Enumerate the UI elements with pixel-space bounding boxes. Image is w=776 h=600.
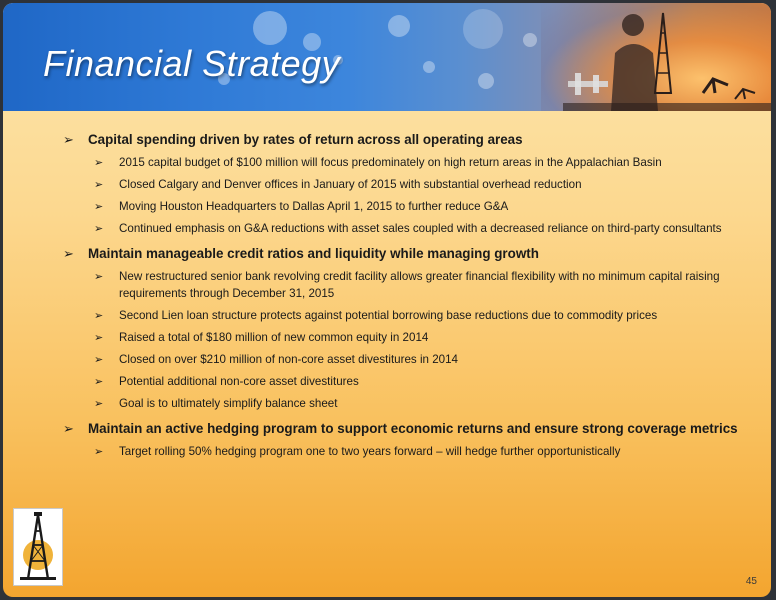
arrow-bullet-icon: ➢ — [94, 201, 104, 213]
header-banner — [3, 3, 771, 111]
list-item: ➢ Potential additional non-core asset divestitures — [94, 373, 753, 390]
arrow-bullet-icon: ➢ — [94, 446, 104, 458]
derrick-logo-icon — [14, 509, 62, 585]
bullet-content — [63, 125, 753, 460]
arrow-bullet-icon: ➢ — [63, 132, 74, 147]
slide — [3, 3, 771, 597]
arrow-bullet-icon: ➢ — [94, 398, 104, 410]
page-title: Financial Strategy — [43, 43, 341, 84]
arrow-bullet-icon: ➢ — [94, 223, 104, 235]
arrow-bullet-icon: ➢ — [94, 157, 104, 169]
list-item: ➢ Closed on over $210 million of non-core asset divestitures in 2014 — [94, 351, 753, 368]
section-heading: ➢ Maintain an active hedging program to support economic returns and ensure strong coverage metrics — [63, 421, 738, 436]
oilfield-silhouette — [563, 3, 771, 111]
arrow-bullet-icon: ➢ — [94, 310, 104, 322]
list-item: ➢ Continued emphasis on G&A reductions with asset sales coupled with a decreased reliance on third-party consultants — [94, 220, 753, 237]
arrow-bullet-icon: ➢ — [94, 179, 104, 191]
arrow-bullet-icon: ➢ — [94, 332, 104, 344]
list-item: ➢ Moving Houston Headquarters to Dallas April 1, 2015 to further reduce G&A — [94, 198, 753, 215]
section-heading: ➢ Capital spending driven by rates of return across all operating areas — [63, 132, 523, 147]
arrow-bullet-icon: ➢ — [94, 354, 104, 366]
arrow-bullet-icon: ➢ — [63, 421, 74, 436]
list-item: ➢ Raised a total of $180 million of new common equity in 2014 — [94, 329, 753, 346]
company-logo — [13, 508, 63, 586]
section-heading: ➢ Maintain manageable credit ratios and liquidity while managing growth — [63, 246, 539, 261]
arrow-bullet-icon: ➢ — [94, 376, 104, 388]
list-item: ➢ Closed Calgary and Denver offices in January of 2015 with substantial overhead reduction — [94, 176, 753, 193]
list-item: ➢ Target rolling 50% hedging program one to two years forward – will hedge further opportunistically — [94, 443, 753, 460]
arrow-bullet-icon: ➢ — [94, 271, 104, 283]
list-item: ➢ Goal is to ultimately simplify balance sheet — [94, 395, 753, 412]
list-item: ➢ Second Lien loan structure protects against potential borrowing base reductions due to commodity prices — [94, 307, 753, 324]
list-item: ➢ 2015 capital budget of $100 million will focus predominately on high return areas in the Appalachian Basin — [94, 154, 753, 171]
list-item: ➢ New restructured senior bank revolving credit facility allows greater financial flexibility with no minimum capital raising requirements through December 31, 2015 — [94, 270, 720, 300]
arrow-bullet-icon: ➢ — [63, 246, 74, 261]
page-number: 45 — [745, 576, 757, 587]
